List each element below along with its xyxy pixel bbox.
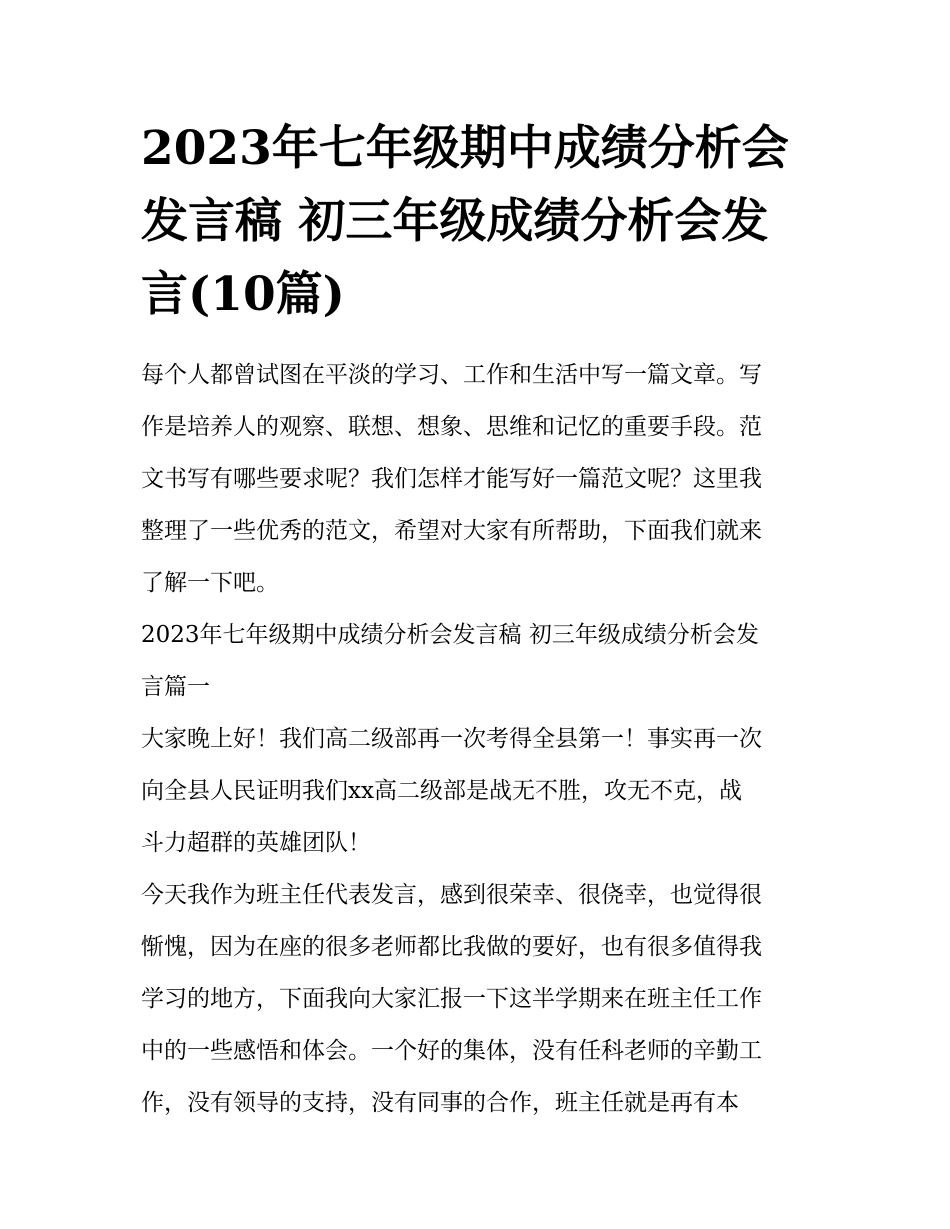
- body-line-5: 了解一下吧。: [141, 570, 279, 596]
- body-line-2: 作是培养人的观察、联想、想象、思维和记忆的重要手段。范: [141, 414, 762, 440]
- body-line-8: 大家晚上好！我们高二级部再一次考得全县第一！事实再一次: [141, 726, 762, 752]
- document-body: [141, 349, 813, 1129]
- body-line-10: 斗力超群的英雄团队！: [141, 830, 371, 856]
- document-title: [141, 112, 813, 331]
- body-line-1: 每个人都曾试图在平淡的学习、工作和生活中写一篇文章。写: [141, 362, 762, 388]
- body-line-4: 整理了一些优秀的范文，希望对大家有所帮助，下面我们就来: [141, 518, 762, 544]
- body-line-9: 向全县人民证明我们xx高二级部是战无不胜，攻无不克，战: [141, 778, 742, 804]
- title-line-1: 2023年七年级期中成绩分析会: [141, 121, 789, 176]
- section-heading-line-1: 2023年七年级期中成绩分析会发言稿 初三年级成绩分析会发: [141, 622, 759, 648]
- body-line-11: 今天我作为班主任代表发言，感到很荣幸、很侥幸，也觉得很: [141, 882, 762, 908]
- section-heading-line-2: 言篇一: [141, 674, 210, 700]
- title-line-2: 发言稿 初三年级成绩分析会发: [141, 194, 769, 249]
- document-page: [141, 112, 813, 1129]
- title-line-3: 言(10篇): [141, 267, 345, 322]
- body-line-14: 中的一些感悟和体会。一个好的集体，没有任科老师的辛勤工: [141, 1038, 762, 1064]
- body-line-3: 文书写有哪些要求呢？我们怎样才能写好一篇范文呢？这里我: [141, 466, 762, 492]
- body-line-13: 学习的地方，下面我向大家汇报一下这半学期来在班主任工作: [141, 986, 762, 1012]
- body-line-15: 作，没有领导的支持，没有同事的合作，班主任就是再有本: [141, 1090, 739, 1116]
- body-line-12: 惭愧，因为在座的很多老师都比我做的要好，也有很多值得我: [141, 934, 762, 960]
